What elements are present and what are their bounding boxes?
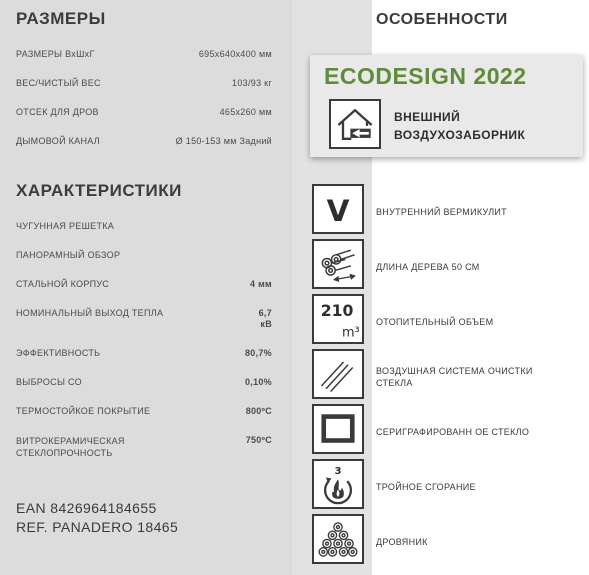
spec-value: 0,10% xyxy=(244,377,272,387)
ecodesign-text xyxy=(394,108,525,144)
ecodesign-text-line: ВНЕШНИЙ xyxy=(394,110,461,124)
features-title: ОСОБЕННОСТИ xyxy=(376,11,508,28)
feature-label-line: СТЕКЛА xyxy=(376,378,413,388)
screen-printed-glass-icon xyxy=(312,404,364,454)
spec-value: Ø 150-153 мм Задний xyxy=(175,136,272,146)
heating-volume-unit: m³ xyxy=(342,325,360,341)
ean-code: EAN 8426964184655 xyxy=(16,500,157,516)
spec-label: ВЫБРОСЫ СО xyxy=(16,377,82,387)
ecodesign-banner xyxy=(310,55,583,157)
characteristics-title: ХАРАКТЕРИСТИКИ xyxy=(16,181,182,200)
spec-row xyxy=(16,348,272,364)
spec-label-line: ВИТРОКЕРАМИЧЕСКАЯ xyxy=(16,436,125,446)
spec-row xyxy=(16,49,272,65)
spec-value: 80,7% xyxy=(244,348,272,358)
spec-label: ЧУГУННАЯ РЕШЕТКА xyxy=(16,221,115,231)
spec-label: ВЕС/ЧИСТЫЙ ВЕС xyxy=(16,78,101,88)
spec-value: 695x640x400 мм xyxy=(198,49,272,59)
spec-label: РАЗМЕРЫ ВхШхГ xyxy=(16,49,95,59)
feature-label: ДЛИНА ДЕРЕВА 50 СМ xyxy=(376,262,480,272)
triple-combustion-glyph: 3 xyxy=(334,465,342,477)
house-air-intake-icon xyxy=(329,99,381,149)
spec-value: 750ºC xyxy=(245,435,272,445)
spec-label xyxy=(16,435,125,459)
spec-value-unit: кВ xyxy=(260,319,272,329)
spec-row xyxy=(16,279,272,295)
feature-label: ВНУТРЕННИЙ ВЕРМИКУЛИТ xyxy=(376,207,507,217)
spec-label: СТАЛЬНОЙ КОРПУС xyxy=(16,279,110,289)
spec-row xyxy=(16,406,272,422)
feature-label-line: ВОЗДУШНАЯ СИСТЕМА ОЧИСТКИ xyxy=(376,366,533,376)
feature-label: ТРОЙНОЕ СГОРАНИЕ xyxy=(376,482,476,492)
spec-value: 465x260 мм xyxy=(219,107,272,117)
features-panel xyxy=(292,0,589,575)
log-length-icon xyxy=(312,239,364,289)
spec-row xyxy=(16,377,272,393)
spec-value: 800ºC xyxy=(245,406,272,416)
spec-label: ЭФФЕКТИВНОСТЬ xyxy=(16,348,101,358)
triple-combustion-icon xyxy=(312,459,364,509)
spec-row xyxy=(16,136,272,152)
spec-row xyxy=(16,78,272,94)
glass-cleaning-icon xyxy=(312,349,364,399)
spec-label: НОМИНАЛЬНЫЙ ВЫХОД ТЕПЛА xyxy=(16,308,164,318)
spec-label: ТЕРМОСТОЙКОЕ ПОКРЫТИЕ xyxy=(16,406,151,416)
vermiculite-glyph: V xyxy=(326,193,350,228)
woodpile-icon xyxy=(312,514,364,564)
spec-label: ДЫМОВОЙ КАНАЛ xyxy=(16,136,100,146)
spec-label: ПАНОРАМНЫЙ ОБЗОР xyxy=(16,250,121,260)
spec-label-line: СТЕКЛОПРОЧНОСТЬ xyxy=(16,448,113,458)
ecodesign-title: ECODESIGN 2022 xyxy=(324,63,527,89)
ref-code: REF. PANADERO 18465 xyxy=(16,519,179,535)
heating-volume-icon xyxy=(312,294,364,344)
spec-row xyxy=(16,221,272,237)
spec-row xyxy=(16,435,272,461)
specs-panel xyxy=(0,0,292,575)
spec-value: 103/93 кг xyxy=(232,78,272,88)
spec-value-line: 6,7 xyxy=(258,308,272,318)
feature-label: ДРОВЯНИК xyxy=(376,537,428,547)
dimensions-title: РАЗМЕРЫ xyxy=(16,9,106,28)
vermiculite-v-icon xyxy=(312,184,364,234)
spec-row xyxy=(16,107,272,123)
spec-value xyxy=(259,308,272,330)
feature-label: ОТОПИТЕЛЬНЫЙ ОБЪЕМ xyxy=(376,317,494,327)
ecodesign-text-line: ВОЗДУХОЗАБОРНИК xyxy=(394,128,526,142)
spec-label: ОТСЕК ДЛЯ ДРОВ xyxy=(16,107,99,117)
spec-row xyxy=(16,250,272,266)
heating-volume-glyph: 210 xyxy=(320,301,354,321)
feature-label xyxy=(376,365,533,389)
spec-value: 4 мм xyxy=(249,279,272,289)
spec-row xyxy=(16,308,272,334)
feature-label: СЕРИГРАФИРОВАНН ОЕ СТЕКЛО xyxy=(376,427,530,437)
